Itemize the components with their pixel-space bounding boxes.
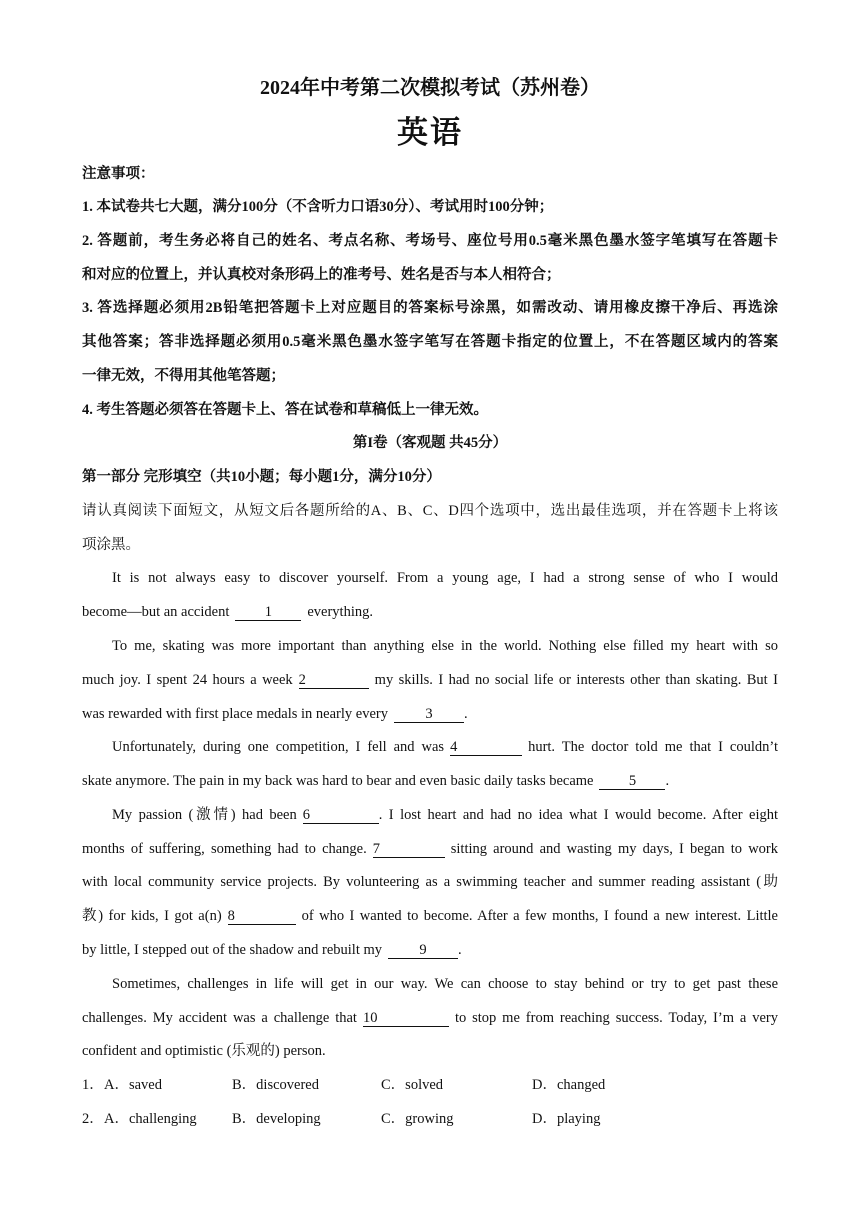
notice-item-2a: 2. 答题前，考生务必将自己的姓名、考点名称、考场号、座位号用0.5毫米黑色墨水签字笔填写在答题卡 [82, 233, 778, 249]
passage-text: my skills. I had no social life or interests other than skating. But I [374, 672, 778, 688]
exam-title: 2024年中考第二次模拟考试（苏州卷） [260, 77, 600, 99]
passage-p5-line3: confident and optimistic (乐观的) person. [82, 1043, 326, 1059]
notice-item-2b: 和对应的位置上，并认真校对条形码上的准考号、姓名是否与本人相符合； [82, 267, 561, 283]
passage-text: My passion (激情) had been [112, 807, 297, 823]
passage-text: months of suffering, something had to change. [82, 841, 367, 857]
passage-p2-line1: To me, skating was more important than anything else in the world. Nothing else filled my heart with so [112, 638, 778, 654]
option-b: B．developing [232, 1111, 321, 1127]
part1-instruction-a: 请认真阅读下面短文，从短文后各题所给的A、B、C、D四个选项中，选出最佳选项，并在答题卡上将该 [82, 503, 778, 519]
option-d: D．changed [532, 1077, 606, 1093]
passage-text: challenges. My accident was a challenge that [82, 1010, 357, 1026]
passage-p1-line1: It is not always easy to discover yourself. From a young age, I had a strong sense of who I would [112, 570, 778, 586]
option-a: A．challenging [104, 1111, 197, 1127]
passage-text: was rewarded with first place medals in nearly every [82, 706, 388, 722]
passage-p2-line3 [82, 704, 778, 724]
passage-text: of who I wanted to become. After a few months, I found a new interest. Little [301, 908, 778, 924]
passage-p5-line2 [82, 1008, 778, 1028]
passage-text: hurt. The doctor told me that I couldn’t [528, 739, 778, 755]
notice-item-4: 4. 考生答题必须答在答题卡上、答在试卷和草稿低上一律无效。 [82, 402, 488, 418]
blank-1: 1 [235, 604, 301, 621]
option-b: B．discovered [232, 1077, 319, 1093]
passage-text: Unfortunately, during one competition, I fell and was [112, 739, 445, 755]
passage-text: 教) for kids, I got a(n) [82, 908, 222, 924]
blank-8: 8 [228, 908, 296, 925]
passage-p3-line1 [82, 737, 778, 757]
question-number: 1． [82, 1077, 104, 1093]
notice-heading: 注意事项： [82, 166, 155, 182]
notice-item-3a: 3. 答选择题必须用2B铅笔把答题卡上对应题目的答案标号涂黑，如需改动、请用橡皮擦干净后、再选涂 [82, 300, 778, 316]
passage-text: . [458, 942, 462, 958]
blank-6: 6 [303, 807, 379, 824]
passage-text: by little, I stepped out of the shadow and rebuilt my [82, 942, 383, 958]
blank-7: 7 [373, 841, 445, 858]
blank-4: 4 [450, 739, 522, 756]
passage-p3-line2 [82, 771, 778, 791]
part1-instruction-b: 项涂黑。 [82, 537, 140, 553]
option-d: D．playing [532, 1111, 601, 1127]
passage-text: become—but an accident [82, 604, 230, 620]
passage-p4-line5 [82, 940, 778, 960]
option-a: A．saved [104, 1077, 162, 1093]
passage-text: much joy. I spent 24 hours a week [82, 672, 293, 688]
question-number: 2． [82, 1111, 104, 1127]
passage-text: to stop me from reaching success. Today, I’m a very [454, 1010, 778, 1026]
part1-heading: 第一部分 完形填空（共10小题；每小题1分，满分10分） [82, 469, 441, 485]
passage-p1-line2 [82, 602, 778, 622]
passage-text: sitting around and wasting my days, I began to work [450, 841, 779, 857]
passage-p5-line1: Sometimes, challenges in life will get in our way. We can choose to stay behind or try to get past these [112, 976, 778, 992]
notice-item-3b: 其他答案；答非选择题必须用0.5毫米黑色墨水签字笔写在答题卡指定的位置上，不在答题区域内的答案 [82, 334, 778, 350]
option-c: C．growing [381, 1111, 454, 1127]
passage-p4-line2 [82, 839, 778, 859]
notice-item-1: 1. 本试卷共七大题，满分100分（不含听力口语30分）、考试用时100分钟； [82, 199, 554, 215]
passage-p4-line1 [82, 805, 778, 825]
passage-text: . [665, 773, 670, 789]
notice-item-3c: 一律无效，不得用其他笔答题； [82, 368, 285, 384]
passage-text: everything. [307, 604, 373, 620]
volume-title: 第I卷（客观题 共45分） [352, 435, 508, 451]
blank-10: 10 [363, 1010, 449, 1027]
passage-text: skate anymore. The pain in my back was hard to bear and even basic daily tasks became [82, 773, 594, 789]
blank-5: 5 [599, 773, 665, 790]
blank-3: 3 [394, 706, 464, 723]
passage-p4-line3: with local community service projects. By volunteering as a swimming teacher and summer reading assistant (助 [82, 874, 778, 890]
subject-title: 英语 [397, 115, 463, 150]
option-c: C．solved [381, 1077, 444, 1093]
passage-p2-line2 [82, 670, 778, 690]
blank-2: 2 [299, 672, 369, 689]
passage-p4-line4 [82, 906, 778, 926]
passage-text: . [464, 706, 468, 722]
blank-9: 9 [388, 942, 458, 959]
passage-text: . I lost heart and had no idea what I would become. After eight [378, 807, 779, 823]
